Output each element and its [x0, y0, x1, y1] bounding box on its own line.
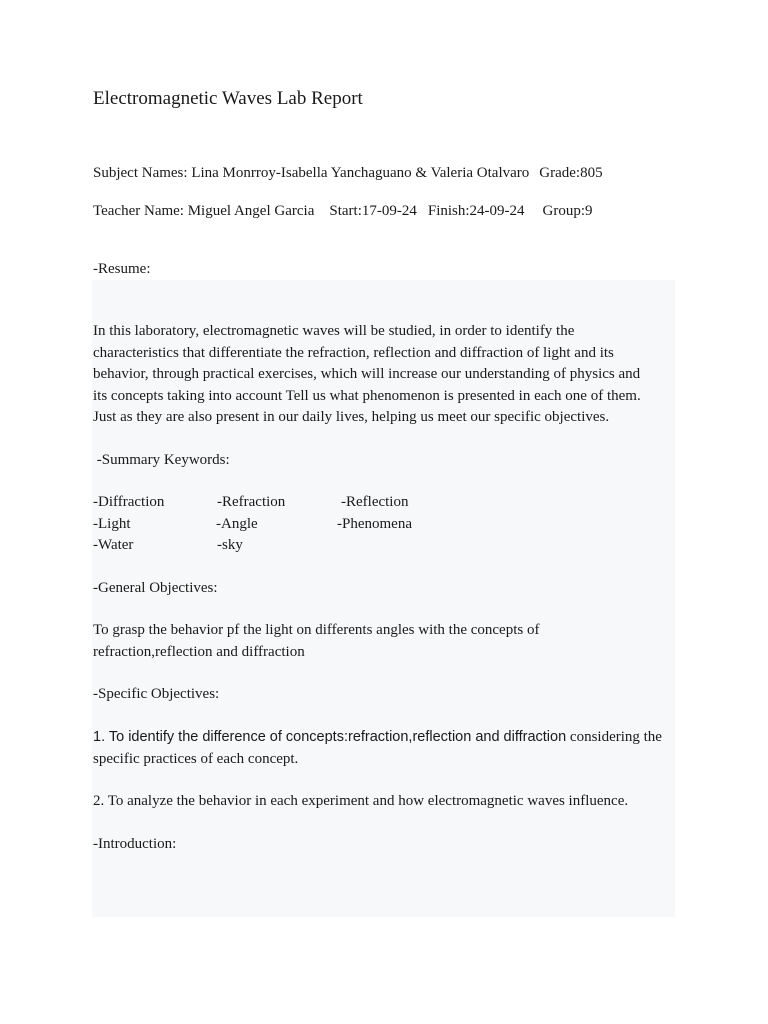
finish-date: Finish:24-09-24 — [427, 203, 525, 219]
teacher-name: Teacher Name: Miguel Angel Garcia — [93, 203, 315, 219]
specific-objective-1-prefix: 1. To identify the difference of concepts:refraction,reflection and diffraction — [93, 729, 567, 745]
resume-heading: -Resume: — [93, 261, 151, 277]
subject-line — [93, 163, 603, 183]
group: Group:9 — [542, 203, 593, 219]
keyword: -Refraction — [217, 494, 286, 510]
resume-paragraph — [93, 321, 668, 429]
keyword-row — [93, 492, 493, 514]
resume-line: its concepts taking into account Tell us what phenomenon is presented in each one of them. — [93, 387, 641, 404]
resume-line: In this laboratory, electromagnetic waves will be studied, in order to identify the — [93, 323, 575, 339]
specific-objective-1-suffix: considering the — [566, 729, 662, 745]
keyword: -Diffraction — [93, 494, 165, 510]
keyword: -Phenomena — [337, 515, 412, 532]
resume-line: Just as they are also present in our daily lives, helping us meet our specific objectives. — [93, 409, 610, 425]
specific-objective-1-line-2: specific practices of each concept. — [93, 750, 299, 767]
resume-line: behavior, through practical exercises, which will increase our understanding of physics and — [93, 366, 641, 382]
introduction-heading: -Introduction: — [93, 836, 177, 852]
grade: Grade:805 — [539, 165, 603, 181]
keyword: -Angle — [216, 515, 258, 532]
teacher-line — [93, 201, 593, 221]
general-objectives-paragraph — [93, 620, 668, 663]
start-date: Start:17-09-24 — [329, 203, 417, 219]
keyword: -Reflection — [341, 494, 409, 510]
general-objectives-line: To grasp the behavior pf the light on differents angles with the concepts of — [93, 622, 540, 638]
general-objectives-heading: -General Objectives: — [93, 580, 218, 596]
specific-objective-2: 2. To analyze the behavior in each experiment and how electromagnetic waves influence. — [93, 793, 629, 809]
subject-names: Subject Names: Lina Monrroy-Isabella Yanchaguano & Valeria Otalvaro — [93, 165, 530, 181]
general-objectives-line: refraction,reflection and diffraction — [93, 643, 305, 660]
keyword: -Water — [93, 537, 134, 553]
report-title: Electromagnetic Waves Lab Report — [93, 88, 363, 109]
specific-objectives-heading: -Specific Objectives: — [93, 686, 220, 702]
keyword-row — [93, 514, 493, 536]
keyword: -sky — [217, 537, 243, 553]
specific-objective-1 — [93, 727, 668, 770]
keywords-heading: -Summary Keywords: — [93, 452, 230, 468]
specific-objective-1-line — [93, 727, 668, 749]
keyword-row — [93, 535, 493, 557]
resume-line: characteristics that differentiate the refraction, reflection and diffraction of light and its — [93, 344, 614, 361]
keyword: -Light — [93, 515, 131, 532]
